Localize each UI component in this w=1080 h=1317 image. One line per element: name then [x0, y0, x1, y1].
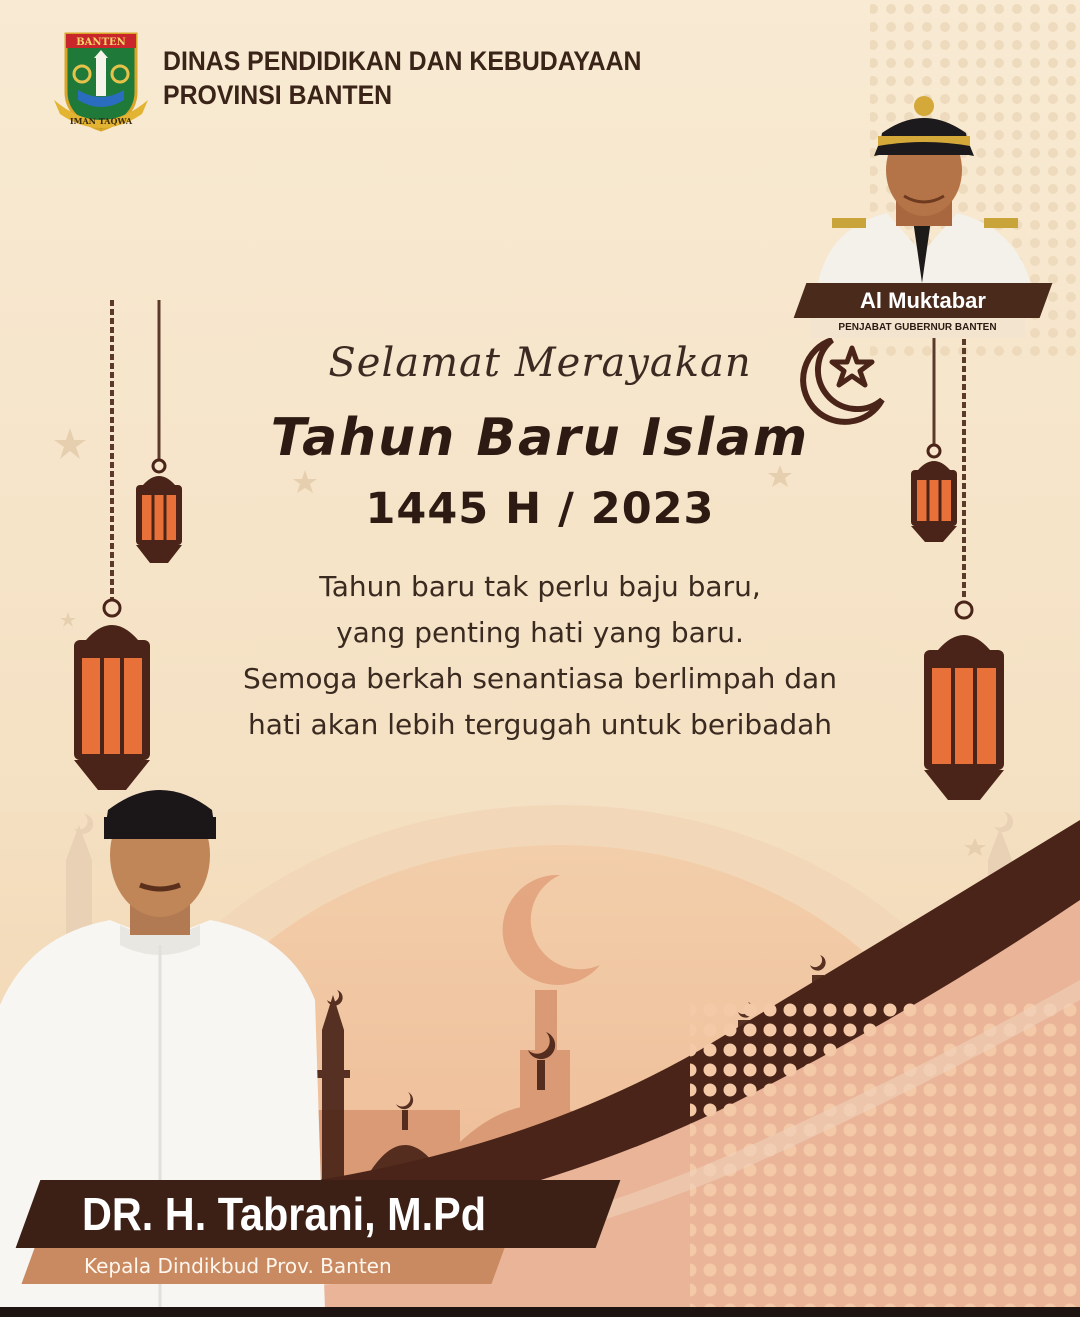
quote-line: Tahun baru tak perlu baju baru, [319, 570, 761, 603]
org-line1: DINAS PENDIDIKAN DAN KEBUDAYAAN [163, 46, 642, 76]
official-title-bottom: Kepala Dindikbud Prov. Banten [84, 1254, 392, 1278]
official-name-top: Al Muktabar [860, 288, 986, 313]
quote-line: hati akan lebih tergugah untuk beribadah [247, 708, 832, 741]
official-name-bottom: DR. H. Tabrani, M.Pd [82, 1188, 487, 1240]
svg-text:BANTEN: BANTEN [76, 37, 126, 48]
svg-text:IMAN TAQWA: IMAN TAQWA [69, 116, 133, 126]
official-title-top: PENJABAT GUBERNUR BANTEN [838, 322, 997, 333]
org-header [163, 44, 641, 112]
greeting-line1: Selamat Merayakan [328, 340, 752, 386]
org-line2: PROVINSI BANTEN [163, 80, 393, 110]
greeting-title: Tahun Baru Islam [270, 408, 810, 468]
banten-logo [52, 30, 150, 134]
official-portrait-top [812, 78, 1037, 288]
greeting-year: 1445 H / 2023 [365, 484, 715, 534]
greeting-quote [150, 564, 930, 748]
quote-line: yang penting hati yang baru. [336, 616, 744, 649]
quote-line: Semoga berkah senantiasa berlimpah dan [243, 662, 837, 695]
bottom-border [0, 1307, 1080, 1317]
